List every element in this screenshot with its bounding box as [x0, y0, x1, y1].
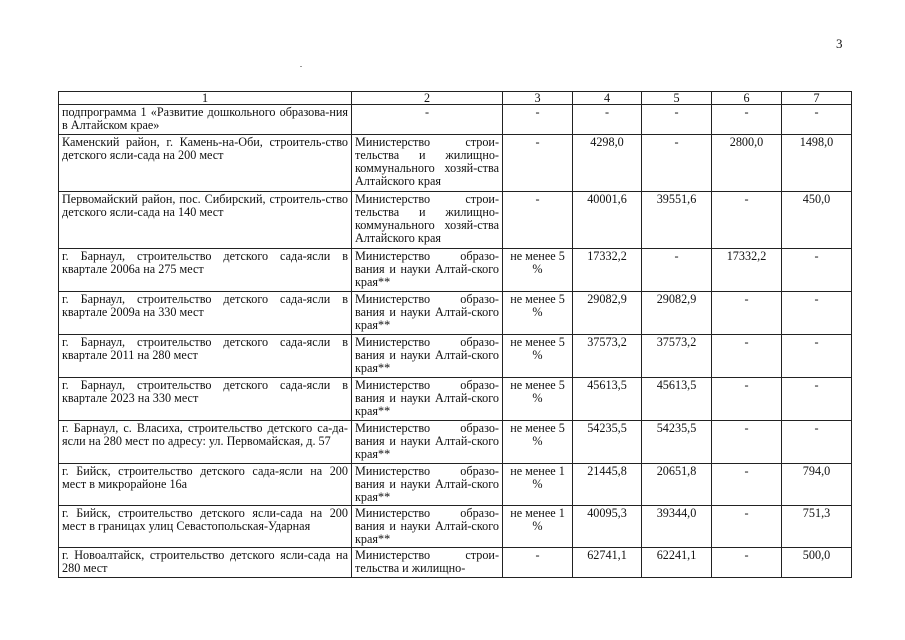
object-cell: г. Барнаул, строительство детского сада-ясли в квартале 2006а на 275 мест [59, 249, 352, 292]
table-row [59, 249, 852, 292]
executor-cell: Министерство образо-вания и науки Алтай-ского края** [352, 506, 503, 548]
object-cell: г. Барнаул, строительство детского сада-ясли в квартале 2009а на 330 мест [59, 292, 352, 335]
col6-cell: - [712, 105, 782, 135]
col5-cell: 39551,6 [642, 192, 712, 249]
object-cell: Первомайский район, пос. Сибирский, строитель-ство детского ясли-сада на 140 мест [59, 192, 352, 249]
table-row [59, 135, 852, 192]
executor-cell: Министерство строи-тельства и жилищно- [352, 548, 503, 578]
share-cell: - [503, 548, 573, 578]
object-cell: Каменский район, г. Камень-на-Оби, строитель-ство детского ясли-сада на 200 мест [59, 135, 352, 192]
object-cell: г. Барнаул, строительство детского сада-ясли в квартале 2011 на 280 мест [59, 335, 352, 378]
col7-cell: - [782, 105, 852, 135]
table-row [59, 105, 852, 135]
header-col-4: 4 [573, 92, 642, 105]
col6-cell: - [712, 192, 782, 249]
table-row [59, 464, 852, 506]
col7-cell: 450,0 [782, 192, 852, 249]
table-row [59, 292, 852, 335]
header-row [59, 92, 852, 105]
col5-cell: 45613,5 [642, 378, 712, 421]
col7-cell: - [782, 249, 852, 292]
table-row [59, 548, 852, 578]
col6-cell: - [712, 421, 782, 464]
scan-speck [300, 66, 302, 67]
total-cell: - [573, 105, 642, 135]
share-cell: - [503, 192, 573, 249]
share-cell: не менее 5 % [503, 335, 573, 378]
executor-cell: Министерство образо-вания и науки Алтай-ского края** [352, 464, 503, 506]
header-col-7: 7 [782, 92, 852, 105]
col7-cell: - [782, 378, 852, 421]
table-row [59, 378, 852, 421]
header-col-3: 3 [503, 92, 573, 105]
share-cell: не менее 5 % [503, 378, 573, 421]
col7-cell: - [782, 421, 852, 464]
col5-cell: 37573,2 [642, 335, 712, 378]
total-cell: 21445,8 [573, 464, 642, 506]
object-cell: г. Барнаул, строительство детского сада-ясли в квартале 2023 на 330 мест [59, 378, 352, 421]
header-col-6: 6 [712, 92, 782, 105]
funding-table [58, 91, 852, 578]
total-cell: 17332,2 [573, 249, 642, 292]
share-cell: - [503, 135, 573, 192]
total-cell: 37573,2 [573, 335, 642, 378]
col6-cell: - [712, 464, 782, 506]
col5-cell: 20651,8 [642, 464, 712, 506]
share-cell: не менее 1 % [503, 464, 573, 506]
col6-cell: - [712, 548, 782, 578]
header-col-5: 5 [642, 92, 712, 105]
total-cell: 45613,5 [573, 378, 642, 421]
col5-cell: - [642, 249, 712, 292]
col5-cell: - [642, 135, 712, 192]
executor-cell: Министерство строи-тельства и жилищно-коммунального хозяй-ства Алтайского края [352, 135, 503, 192]
col6-cell: - [712, 506, 782, 548]
col7-cell: - [782, 292, 852, 335]
col6-cell: - [712, 378, 782, 421]
total-cell: 29082,9 [573, 292, 642, 335]
executor-cell: - [352, 105, 503, 135]
total-cell: 62741,1 [573, 548, 642, 578]
header-col-2: 2 [352, 92, 503, 105]
share-cell: не менее 5 % [503, 249, 573, 292]
total-cell: 40095,3 [573, 506, 642, 548]
col6-cell: 2800,0 [712, 135, 782, 192]
col7-cell: 794,0 [782, 464, 852, 506]
col5-cell: 62241,1 [642, 548, 712, 578]
executor-cell: Министерство образо-вания и науки Алтай-ского края** [352, 335, 503, 378]
object-cell: г. Бийск, строительство детского ясли-сада на 200 мест в границах улиц Севастопольская-Ударная [59, 506, 352, 548]
share-cell: не менее 1 % [503, 506, 573, 548]
total-cell: 54235,5 [573, 421, 642, 464]
table-row [59, 335, 852, 378]
col7-cell: 500,0 [782, 548, 852, 578]
executor-cell: Министерство образо-вания и науки Алтай-ского края** [352, 249, 503, 292]
col5-cell: - [642, 105, 712, 135]
col5-cell: 54235,5 [642, 421, 712, 464]
col7-cell: 751,3 [782, 506, 852, 548]
header-col-1: 1 [59, 92, 352, 105]
share-cell: не менее 5 % [503, 292, 573, 335]
table-row [59, 421, 852, 464]
col5-cell: 39344,0 [642, 506, 712, 548]
executor-cell: Министерство строи-тельства и жилищно-коммунального хозяй-ства Алтайского края [352, 192, 503, 249]
executor-cell: Министерство образо-вания и науки Алтай-ского края** [352, 378, 503, 421]
object-cell: г. Барнаул, с. Власиха, строительство детского са-да-ясли на 280 мест по адресу: ул. Первомайская, д. 57 [59, 421, 352, 464]
executor-cell: Министерство образо-вания и науки Алтай-ского края** [352, 421, 503, 464]
table-row [59, 192, 852, 249]
col7-cell: - [782, 335, 852, 378]
executor-cell: Министерство образо-вания и науки Алтай-ского края** [352, 292, 503, 335]
col5-cell: 29082,9 [642, 292, 712, 335]
total-cell: 4298,0 [573, 135, 642, 192]
col6-cell: - [712, 292, 782, 335]
table-row [59, 506, 852, 548]
object-cell: г. Новоалтайск, строительство детского ясли-сада на 280 мест [59, 548, 352, 578]
page-number: 3 [836, 36, 843, 51]
object-cell: подпрограмма 1 «Развитие дошкольного образова-ния в Алтайском крае» [59, 105, 352, 135]
object-cell: г. Бийск, строительство детского сада-ясли на 200 мест в микрорайоне 16а [59, 464, 352, 506]
share-cell: не менее 5 % [503, 421, 573, 464]
col6-cell: - [712, 335, 782, 378]
col6-cell: 17332,2 [712, 249, 782, 292]
total-cell: 40001,6 [573, 192, 642, 249]
share-cell: - [503, 105, 573, 135]
col7-cell: 1498,0 [782, 135, 852, 192]
